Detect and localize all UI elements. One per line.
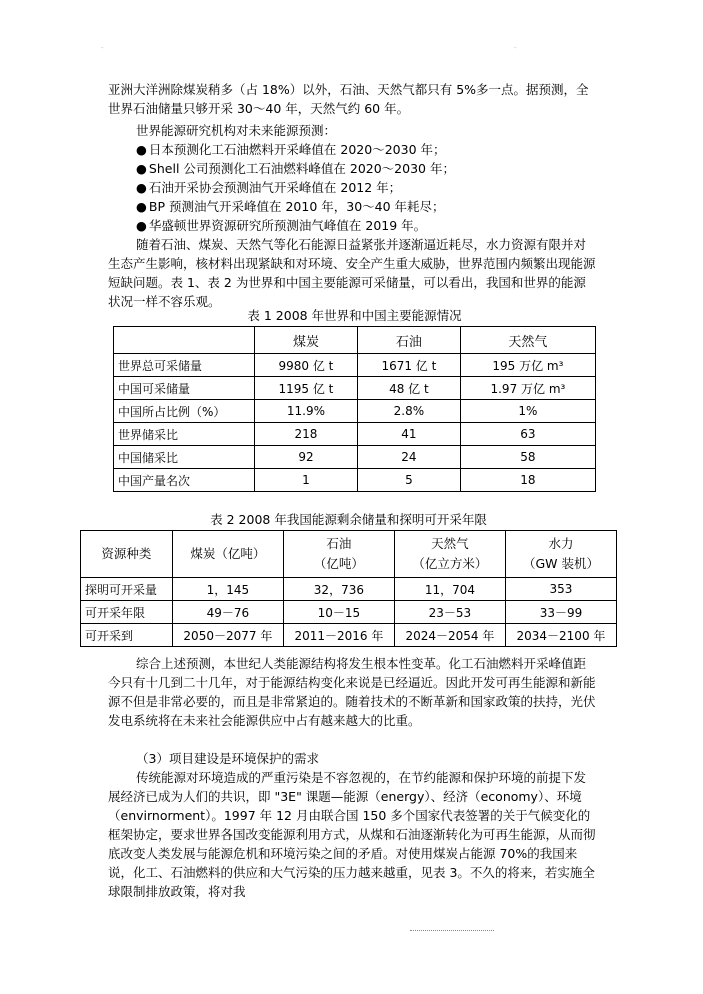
table-cell: 49－76 [172,601,283,624]
table-header-cell: 石油 [357,327,460,354]
table-cell: 33－99 [505,601,616,624]
table-row [81,601,617,624]
table-cell: 41 [357,423,460,446]
header-text: 水力 [548,536,574,551]
table-row [81,578,617,601]
table-cell: 48 亿 t [357,377,460,400]
table-header-cell [505,531,616,578]
table-cell: 探明可开采量 [81,578,173,601]
table-cell: 5 [357,469,460,492]
paragraph-forecast-intro: 世界能源研究机构对未来能源预测： [136,123,337,138]
corner-mark-left: - [101,44,104,52]
table-cell: 11，704 [394,578,505,601]
table-cell: 2050－2077 年 [172,624,283,647]
paragraph-environment: 传统能源对环境造成的严重污染是不容忽视的，在节约能源和保护环境的前提下发展经济已成为人们的共识，即 "3E" 课题—能源（energy）、经济（economy）、环境（envirnorment）。1997 年 12 月由联合国 150 多个国家代表签署的关于气候变化的框架协定，要求世界各国改变能源利用方式，从煤和石油逐渐转化为可再生能源，从而彻底改变人类发展与能源危机和环境污染之间的矛盾。对使用煤炭占能源 70%的我国来说，化工、石油燃料的供应和大气污染的压力越来越重，见表 3。不久的将来，若实施全球限制排放政策，将对我 [108,770,596,899]
table-row [81,624,617,647]
table-cell: 中国储采比 [114,446,255,469]
table-row [114,354,596,377]
table-cell: 2011－2016 年 [283,624,394,647]
forecast-list [136,140,455,235]
table-row [114,423,596,446]
list-item: ● 石油开采协会预测油气开采峰值在 2012 年； [136,178,455,197]
corner-mark-right: - [514,44,517,52]
header-unit: （亿立方米） [412,556,488,571]
table-cell: 18 [460,469,595,492]
table-cell: 353 [505,578,616,601]
list-item: ● 华盛顿世界资源研究所预测油气峰值在 2019 年。 [136,216,455,235]
table-header-cell [394,531,505,578]
list-item: ● BP 预测油气开采峰值在 2010 年，30～40 年耗尽； [136,197,455,216]
section-heading-environment: （3）项目建设是环境保护的需求 [136,751,319,766]
table-header-cell [81,531,173,578]
table-cell: 2.8% [357,400,460,423]
table-cell: 1.97 万亿 m³ [460,377,595,400]
paragraph-energy-transition: 综合上述预测，本世纪人类能源结构将发生根本性变革。化工石油燃料开采峰值距今只有十几到二十几年，对于能源结构变化来说是已经逼近。因此开发可再生能源和新能源不但是非常必要的，而且是非常紧迫的。随着技术的不断革新和国家政策的扶持，光伏发电系统将在未来社会能源供应中占有越来越大的比重。 [108,656,596,728]
table-header-cell: 煤炭 [255,327,358,354]
table-cell: 218 [255,423,358,446]
header-unit: （亿吨） [313,556,364,571]
table-cell: 可开采到 [81,624,173,647]
table-cell: 中国可采储量 [114,377,255,400]
table-header-cell [283,531,394,578]
table1-energy-reserves [113,326,596,492]
table2-caption: 表 2 2008 年我国能源剩余储量和探明可开采年限 [210,512,487,527]
table-cell: 23－53 [394,601,505,624]
header-text: 资源种类 [101,546,152,561]
table-row [114,400,596,423]
paragraph-reserves: 亚洲大洋洲除煤炭稍多（占 18%）以外，石油、天然气都只有 5%多一点。据预测，全世界石油储量只够开采 30～40 年，天然气约 60 年。 [108,82,589,116]
list-item: ● Shell 公司预测化工石油燃料峰值在 2020～2030 年； [136,159,455,178]
table2-remaining-reserves [80,530,617,647]
header-text: 天然气 [431,536,469,551]
table-header-cell [172,531,283,578]
header-unit: （GW 装机） [522,556,599,571]
table-cell: 世界总可采储量 [114,354,255,377]
table-cell: 32，736 [283,578,394,601]
table-header-cell [114,327,255,354]
table-cell: 1 [255,469,358,492]
table-cell: 63 [460,423,595,446]
footer-divider [410,930,494,931]
table-cell: 中国所占比例（%） [114,400,255,423]
table-cell: 9980 亿 t [255,354,358,377]
table-cell: 10－15 [283,601,394,624]
table-cell: 世界储采比 [114,423,255,446]
table-cell: 1% [460,400,595,423]
table-cell: 195 万亿 m³ [460,354,595,377]
paragraph-energy-shortage: 随着石油、煤炭、天然气等化石能源日益紧张并逐渐逼近耗尽，水力资源有限并对生态产生影响，核材料出现紧缺和对环境、安全产生重大威胁，世界范围内频繁出现能源短缺问题。表 1、表 2 为世界和中国主要能源可采储量，可以看出，我国和世界的能源状况一样不容乐观。 [108,237,596,309]
table-cell: 1，145 [172,578,283,601]
table-header-row [114,327,596,354]
table-row [114,469,596,492]
table-cell: 2024－2054 年 [394,624,505,647]
table-cell: 11.9% [255,400,358,423]
table-row [114,377,596,400]
header-text: 煤炭（亿吨） [190,546,266,561]
table-cell: 1195 亿 t [255,377,358,400]
table-cell: 中国产量名次 [114,469,255,492]
table-cell: 1671 亿 t [357,354,460,377]
table-cell: 24 [357,446,460,469]
table-cell: 2034－2100 年 [505,624,616,647]
list-item: ● 日本预测化工石油燃料开采峰值在 2020～2030 年； [136,140,455,159]
table-cell: 92 [255,446,358,469]
table-row [114,446,596,469]
header-text: 石油 [326,536,352,551]
table-cell: 可开采年限 [81,601,173,624]
table-header-row [81,531,617,578]
table-cell: 58 [460,446,595,469]
table1-caption: 表 1 2008 年世界和中国主要能源情况 [247,308,462,323]
table-header-cell: 天然气 [460,327,595,354]
